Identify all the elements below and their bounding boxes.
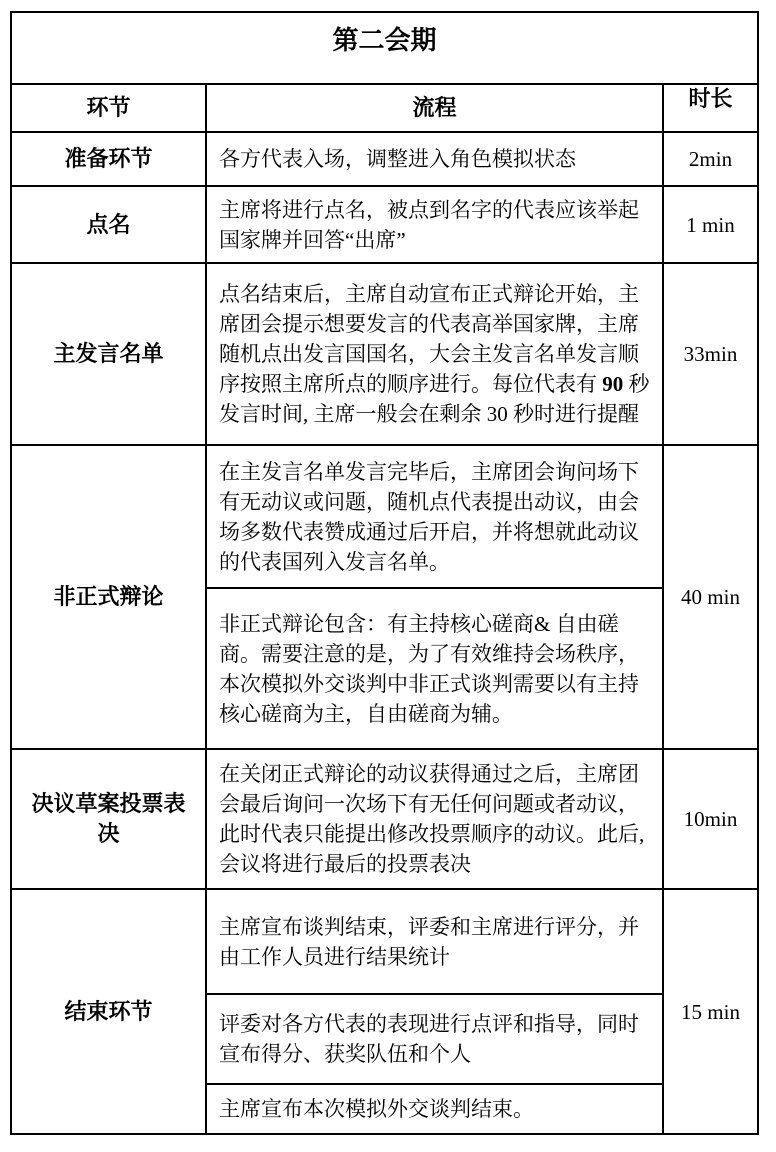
process-cell: [206, 749, 663, 889]
process-text: 在主发言名单发言完毕后，主席团会询问场下有无动议或问题，随机点代表提出动议，由会场多数代表赞成通过后开启，并将想就此动议的代表国列入发言名单。: [219, 459, 639, 574]
table-row: [11, 263, 758, 445]
table-row: [11, 749, 758, 889]
process-cell: [206, 445, 663, 588]
process-cell: [206, 186, 663, 263]
duration-cell: 15 min: [663, 889, 758, 1134]
stage-cell-rollcall: 点名: [11, 186, 206, 263]
page-title: 第二会期: [11, 12, 758, 84]
stage-cell-speakers-list: 主发言名单: [11, 263, 206, 445]
duration-cell: 1 min: [663, 186, 758, 263]
table-row: [11, 445, 758, 588]
duration-cell: 33min: [663, 263, 758, 445]
stage-cell-closing: 结束环节: [11, 889, 206, 1134]
duration-cell: 40 min: [663, 445, 758, 749]
table-row: [11, 186, 758, 263]
process-cell: [206, 1084, 663, 1134]
process-cell: [206, 889, 663, 994]
table-row: [11, 132, 758, 186]
process-text: [219, 279, 654, 429]
column-header-stage: 环节: [11, 84, 206, 132]
duration-cell: 10min: [663, 749, 758, 889]
header-row: [11, 84, 758, 132]
process-text: 评委对各方代表的表现进行点评和指导，同时宣布得分、获奖队伍和个人: [219, 1012, 639, 1066]
title-row: [11, 12, 758, 84]
process-cell: [206, 263, 663, 445]
stage-cell-preparation: 准备环节: [11, 132, 206, 186]
process-cell: [206, 994, 663, 1084]
session-schedule-table: [10, 11, 759, 1135]
column-header-duration: 时长: [663, 84, 758, 132]
table-row: [11, 889, 758, 994]
duration-cell: 2min: [663, 132, 758, 186]
column-header-process: 流程: [206, 84, 663, 132]
stage-cell-draft-vote: 决议草案投票表决: [11, 749, 206, 889]
process-cell: [206, 132, 663, 186]
process-cell: [206, 588, 663, 749]
process-text-segment: 点名结束后，主席自动宣布正式辩论开始，主席团会提示想要发言的代表高举国家牌，主席随机点出发言国国名，大会主发言名单发言顺序按照主席所点的顺序进行。每位代表有: [219, 282, 639, 396]
process-text-bold-segment: 90: [602, 372, 624, 396]
stage-cell-informal-debate: 非正式辩论: [11, 445, 206, 749]
process-text: 主席将进行点名，被点到名字的代表应该举起国家牌并回答“出席”: [219, 197, 639, 252]
process-text: 在关闭正式辩论的动议获得通过之后，主席团会最后询问一次场下有无任何问题或者动议，此时代表只能提出修改投票顺序的动议。此后, 会议将进行最后的投票表决: [219, 762, 645, 876]
process-text: 各方代表入场，调整进入角色模拟状态: [219, 147, 576, 171]
process-text: 主席宣布本次模拟外交谈判结束。: [219, 1097, 534, 1121]
process-text: 非正式辩论包含：有主持核心磋商& 自由磋商。需要注意的是，为了有效维持会场秩序，本次模拟外交谈判中非正式谈判需要以有主持核心磋商为主，自由磋商为辅。: [219, 611, 639, 726]
process-text-segment: 秒发言时间, 主席一般会在剩余 30 秒时进行提醒: [219, 372, 650, 426]
process-text: 主席宣布谈判结束，评委和主席进行评分，并由工作人员进行结果统计: [219, 914, 639, 969]
